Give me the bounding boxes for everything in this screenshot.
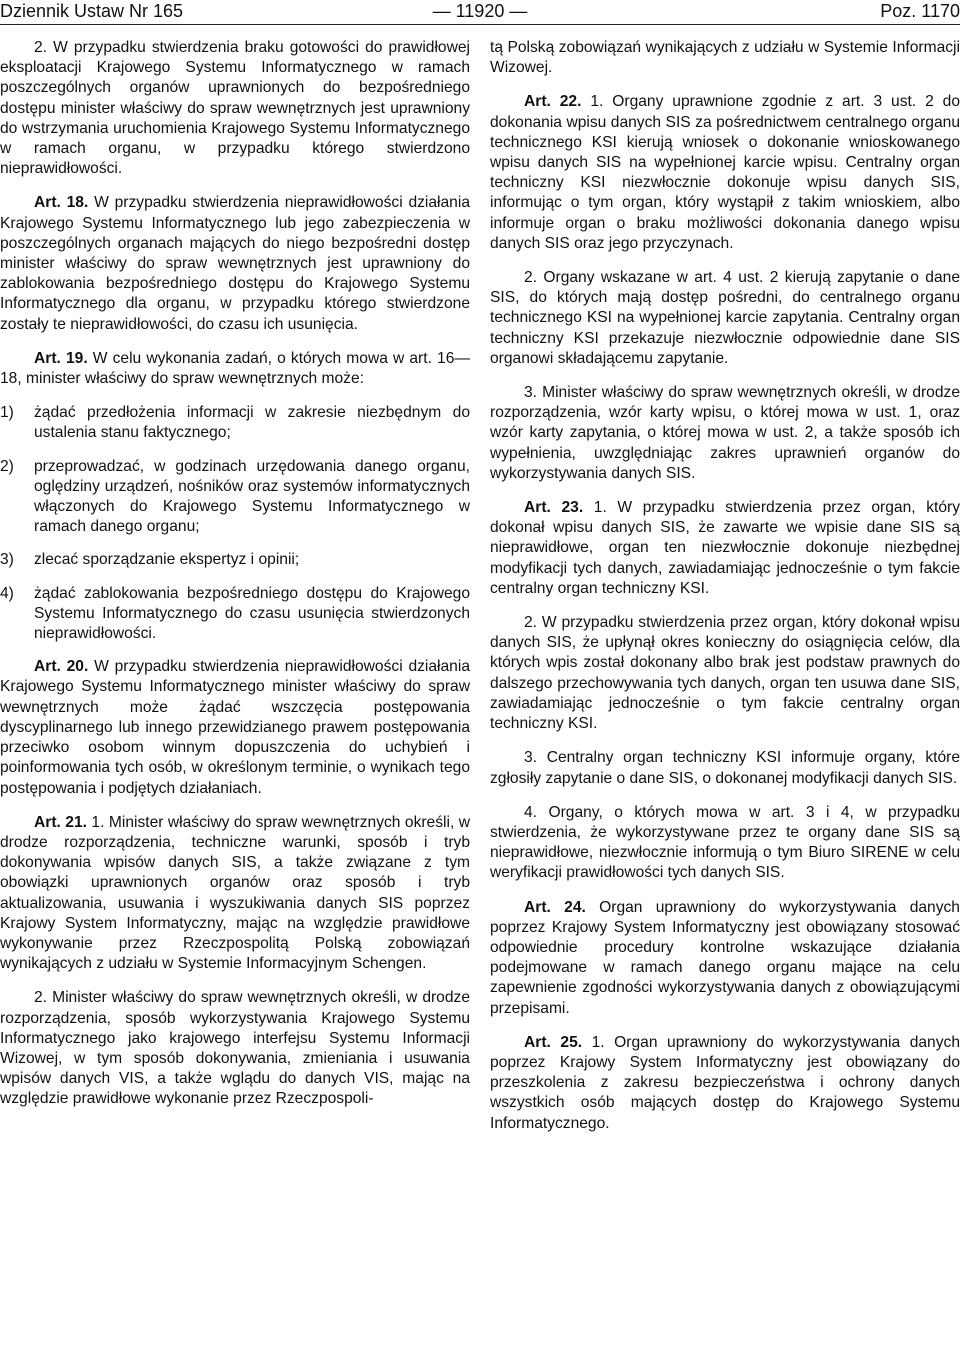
list-item bbox=[0, 584, 470, 645]
paragraph: 3. Centralny organ techniczny KSI informuje organy, które zgłosiły zapytanie o dane SIS, o dokonanej modyfikacji danych SIS. bbox=[490, 749, 960, 787]
position-number: Poz. 1170 bbox=[880, 1, 960, 21]
article-20 bbox=[0, 657, 470, 798]
list-item bbox=[0, 550, 470, 570]
article-text: Organ uprawniony do wykorzystywania danych poprzez Krajowy System Informatyczny jest obowiązany stosować odpowiednie procedury kontrolne wskazujące działania podejmowane w ramach danego organu mające na celu zapewnienie zgodności wykorzystywania danych z obowiązującymi przepisami. bbox=[490, 898, 960, 1017]
list-item-number: 3) bbox=[0, 551, 14, 569]
article-label: Art. 23. bbox=[524, 499, 584, 517]
article-label: Art. 18. bbox=[34, 194, 89, 212]
article-label: Art. 25. bbox=[524, 1033, 583, 1051]
article-text: W celu wykonania zadań, o których mowa w art. 16—18, minister właściwy do spraw wewnętrznych może: bbox=[0, 349, 470, 388]
article-label: Art. 21. bbox=[34, 813, 87, 831]
page-number: — 11920 — bbox=[432, 1, 528, 21]
article-label: Art. 24. bbox=[524, 898, 586, 916]
article-23 bbox=[490, 498, 960, 599]
list-item-text: żądać przedłożenia informacji w zakresie niezbędnym do ustalenia stanu faktycznego; bbox=[34, 404, 470, 442]
article-text: W przypadku stwierdzenia nieprawidłowości działania Krajowego Systemu Informatycznego lub jego zabezpieczenia w poszczególnych organach mających do niego bezpośredni dostęp minister właściwy do spraw wewnętrznych jest uprawniony do zablokowania bezpośredniego dostępu do Krajowego Systemu Informatycznego dla organu, w przypadku którego stwierdzone zostały te nieprawidłowości, do czasu ich usunięcia. bbox=[0, 194, 470, 333]
list-item bbox=[0, 457, 470, 538]
list-item-text: zlecać sporządzanie ekspertyz i opinii; bbox=[34, 551, 300, 569]
journal-title: Dziennik Ustaw Nr 165 bbox=[0, 1, 184, 21]
article-text: 1. Organy uprawnione zgodnie z art. 3 ust. 2 do dokonania wpisu danych SIS za pośrednictwem centralnego organu technicznego KSI kierują wniosek o dokonanie wnioskowanego wpisu danych SIS na wypełnionej karcie wpisu. Centralny organ techniczny KSI niezwłocznie dokonuje wpisu danych SIS, informując o tym organ, który wystąpił z takim wnioskiem, albo informuje organ o braku możliwości dokonania danego wpisu danych SIS oraz jego przyczynach. bbox=[490, 93, 960, 252]
list-item bbox=[0, 403, 470, 443]
right-column bbox=[490, 38, 960, 1148]
article-18 bbox=[0, 193, 470, 334]
paragraph: 2. Minister właściwy do spraw wewnętrznych określi, w drodze rozporządzenia, sposób wykorzystywania Krajowego Systemu Informatycznego jako krajowego interfejsu Systemu Informacji Wizowej, w tym sposób dokonywania, zmieniania i usuwania wpisów danych VIS, a także wglądu do danych VIS, mając na względzie prawidłowe wykonanie przez Rzeczpospoli- bbox=[0, 989, 470, 1108]
left-column bbox=[0, 38, 470, 1124]
paragraph: 4. Organy, o których mowa w art. 3 i 4, w przypadku stwierdzenia, że wykorzystywane przez te organy dane SIS są nieprawidłowe, niezwłocznie informują o tym Biuro SIRENE w celu weryfikacji prawidłowości tych danych SIS. bbox=[490, 803, 960, 882]
article-text: 1. Organ uprawniony do wykorzystywania danych poprzez Krajowy System Informatyczny jest obowiązany do przeszkolenia z zakresu bezpieczeństwa i ochrony danych wszystkich osób mających dostęp do Krajowego Systemu Informatycznego. bbox=[490, 1033, 960, 1132]
article-22 bbox=[490, 92, 960, 254]
paragraph: 2. W przypadku stwierdzenia braku gotowości do prawidłowej eksploatacji Krajowego Systemu Informatycznego w ramach poszczególnych organów uprawnionych do bezpośredniego dostępu minister właściwy do spraw wewnętrznych jest uprawniony do wstrzymania uruchomienia Krajowego Systemu Informatycznego w ramach organu, w przypadku którego stwierdzono nieprawidłowości. bbox=[0, 39, 470, 178]
article-text: W przypadku stwierdzenia nieprawidłowości działania Krajowego Systemu Informatycznego minister właściwy do spraw wewnętrznych może żądać wszczęcia postępowania dyscyplinarnego lub innego przewidzianego prawem postępowania przeciwko osobom winnym dopuszczenia do uchybień i poinformowania tych osób, w określonym terminie, o wynikach tego postępowania i podjętych działaniach. bbox=[0, 658, 470, 797]
article-19 bbox=[0, 349, 470, 389]
paragraph: 2. W przypadku stwierdzenia przez organ, który dokonał wpisu danych SIS, że upłynął okres konieczny do osiągnięcia celów, dla których wpis został dokonany albo brak jest podstaw prawnych do dalszego przechowywania tych danych, organ ten usuwa dane SIS, zawiadamiając jednocześnie o tym fakcie centralny organ techniczny KSI. bbox=[490, 614, 960, 733]
paragraph: 3. Minister właściwy do spraw wewnętrznych określi, w drodze rozporządzenia, wzór karty wpisu, o której mowa w ust. 1, oraz wzór karty zapytania, o której mowa w ust. 2, a także sposób ich wypełnienia, uwzględniając zakres uprawnień organów do wykorzystywania danych SIS. bbox=[490, 384, 960, 482]
list-item-text: przeprowadzać, w godzinach urzędowania danego organu, oględziny urządzeń, nośników oraz systemów informatycznych włączonych do Krajowego Systemu Informatycznego w ramach danego organu; bbox=[34, 457, 470, 536]
article-text: 1. Minister właściwy do spraw wewnętrznych określi, w drodze rozporządzenia, techniczne warunki, sposób i tryb dokonywania wpisów danych SIS, a także związane z tym obowiązki uprawnionych organów oraz sposób i tryb aktualizowania, usuwania i wyszukiwania danych SIS poprzez Krajowy System Informatyczny, mając na względzie prawidłowe wykonywanie przez Rzeczpospolitą Polską zobowiązań wynikających z udziału w Systemie Informacyjnym Schengen. bbox=[0, 813, 470, 973]
paragraph: 2. Organy wskazane w art. 4 ust. 2 kierują zapytanie o dane SIS, do których mają dostęp pośredni, do centralnego organu technicznego KSI na wypełnionej karcie zapytania. Centralny organ techniczny KSI przekazuje niezwłocznie odpowiednie dane SIS organowi składającemu zapytanie. bbox=[490, 269, 960, 367]
paragraph-continuation: tą Polską zobowiązań wynikających z udziału w Systemie Informacji Wizowej. bbox=[490, 39, 960, 77]
list-item-number: 4) bbox=[0, 584, 14, 602]
page-header bbox=[0, 0, 960, 24]
header-rule bbox=[0, 24, 960, 25]
list-item-number: 1) bbox=[0, 404, 14, 422]
article-label: Art. 20. bbox=[34, 658, 89, 676]
list-item-number: 2) bbox=[0, 457, 14, 475]
article-label: Art. 22. bbox=[524, 93, 582, 111]
article-text: 1. W przypadku stwierdzenia przez organ, który dokonał wpisu danych SIS, że zawarte we wpisie dane SIS są nieprawidłowe, organ ten niezwłocznie dokonuje niezbędnej modyfikacji tych danych, zawiadamiając jednocześnie o tym fakcie centralny organ techniczny KSI. bbox=[490, 499, 960, 597]
article-label: Art. 19. bbox=[34, 349, 88, 367]
article-24 bbox=[490, 898, 960, 1019]
article-25 bbox=[490, 1033, 960, 1134]
list-item-text: żądać zablokowania bezpośredniego dostępu do Krajowego Systemu Informatycznego do czasu usunięcia stwierdzonych nieprawidłowości. bbox=[34, 584, 470, 643]
article-21 bbox=[0, 813, 470, 975]
